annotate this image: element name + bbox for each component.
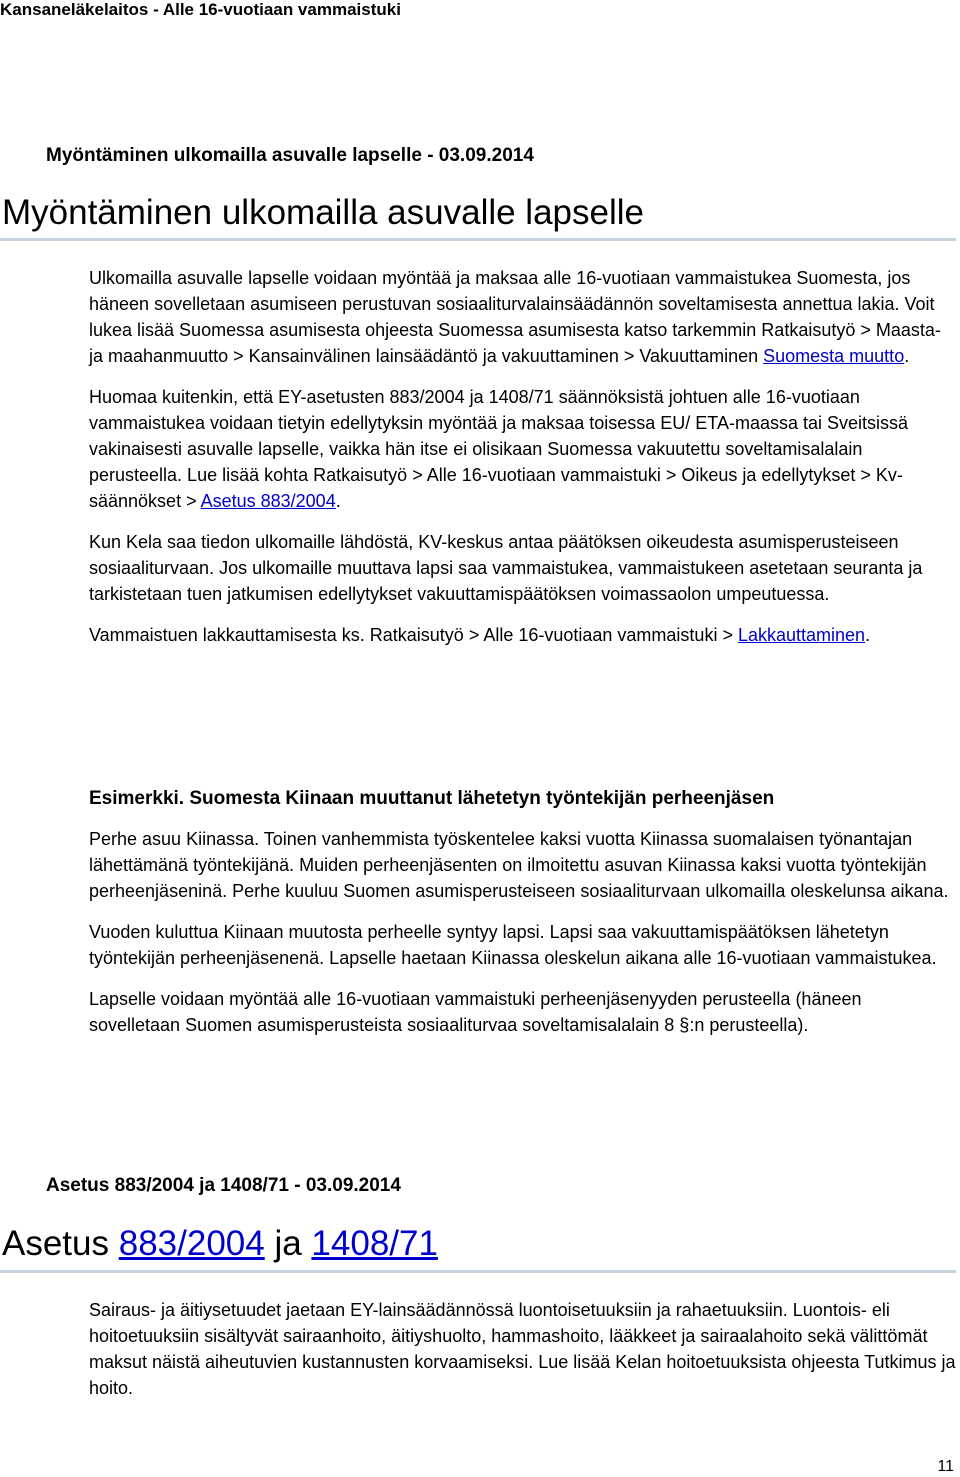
lakkauttaminen-link[interactable]: Lakkauttaminen: [737, 625, 866, 645]
paragraph-text: Vammaistuen lakkauttamisesta ks. Ratkaisutyö > Alle 16-vuotiaan vammaistuki >: [89, 625, 738, 645]
section-body: [89, 1297, 957, 1416]
paragraph: Vuoden kuluttua Kiinaan muutosta perheelle syntyy lapsi. Lapsi saa vakuuttamispäätöksen lähetetyn työntekijän perheenjäsenenä. Lapselle haetaan Kiinassa oleskelun aikana alle 16-vuotiaan vammaistukea.: [89, 922, 937, 968]
heading-rule: [0, 238, 956, 241]
paragraph-text: .: [865, 625, 871, 645]
paragraph: [89, 265, 957, 369]
paragraph: Perhe asuu Kiinassa. Toinen vanhemmista työskentelee kaksi vuotta Kiinassa suomalaisen työnantajan lähettämänä työntekijänä. Muiden perheenjäsenten on ilmoitettu asuvan Kiinassa kaksi vuotta työntekijän perheenjäseninä. Perhe kuuluu Suomen asumisperusteiseen sosiaaliturvaan ulkomailla oleskelunsa aikana.: [89, 829, 949, 901]
paragraph-text: Ulkomailla asuvalle lapselle voidaan myöntää ja maksaa alle 16-vuotiaan vammaistukea Suomesta, jos häneen sovelletaan asumiseen perustuvan sosiaaliturvalainsäädännön soveltamisesta annettua lakia. Voit lukea lisää Suomessa asumisesta ohjeesta Suomessa asumisesta katso tarkemmin Ratkaisutyö > Maasta- ja maahanmuutto > Kansainvälinen lainsäädäntö ja vakuuttaminen > Vakuuttaminen: [89, 268, 941, 366]
asetus-1408-link[interactable]: 1408/71: [311, 1224, 438, 1263]
paragraph-text: Huomaa kuitenkin, että EY-asetusten 883/2004 ja 1408/71 säännöksistä johtuen alle 16-vuotiaan vammaistukea voidaan tietyin edellytyksin myöntää ja maksaa toisessa EU/ ETA-maassa tai Sveitsissä vakinaisesti asuvalle lapselle, vaikka hän itse ei olisikaan Suomessa vakuutettu soveltamisalalain perusteella. Lue lisää kohta Ratkaisutyö > Alle 16-vuotiaan vammaistuki > Oikeus ja edellytykset > Kv-säännökset >: [89, 387, 909, 511]
section-heading: [2, 1224, 438, 1264]
paragraph-text: .: [335, 491, 341, 511]
example-title: Esimerkki. Suomesta Kiinaan muuttanut lähetetyn työntekijän perheenjäsen: [89, 788, 775, 809]
section-subheading: Myöntäminen ulkomailla asuvalle lapselle - 03.09.2014: [46, 145, 534, 166]
paragraph: Kun Kela saa tiedon ulkomaille lähdöstä, KV-keskus antaa päätöksen oikeudesta asumisperusteiseen sosiaaliturvaan. Jos ulkomaille muuttava lapsi saa vammaistukea, vammaistukeen asetetaan seuranta ja tarkistetaan tuen jatkumisen edellytykset vakuuttamispäätöksen voimassaolon umpeutuessa.: [89, 532, 923, 604]
paragraph: [89, 622, 957, 648]
heading-rule: [0, 1270, 956, 1273]
paragraph-text: .: [904, 346, 910, 366]
page-number: 11: [937, 1458, 954, 1475]
paragraph: [89, 384, 957, 514]
paragraph: Lapselle voidaan myöntää alle 16-vuotiaan vammaistuki perheenjäsenyyden perusteella (häneen sovelletaan Suomen asumisperusteista sosiaaliturvaa soveltamisalalain 8 §:n perusteella).: [89, 989, 862, 1035]
heading-text: ja: [264, 1224, 312, 1263]
heading-text: Asetus: [2, 1224, 119, 1263]
paragraph: Sairaus- ja äitiysetuudet jaetaan EY-lainsäädännössä luontoisetuuksiin ja rahaetuuksiin. Luontois- eli hoitoetuuksiin sisältyvät sairaanhoito, äitiyshuolto, hammashoito, lääkkeet ja sairaalahoito sekä välittömät maksut näistä aiheutuvien kustannusten korvaamiseksi. Lue lisää Kelan hoitoetuuksista ohjeesta Tutkimus ja hoito.: [89, 1300, 956, 1398]
example-body: [89, 826, 957, 1053]
asetus-link[interactable]: Asetus 883/2004: [200, 491, 336, 511]
running-header: Kansaneläkelaitos - Alle 16-vuotiaan vammaistuki: [0, 0, 401, 19]
section-heading: Myöntäminen ulkomailla asuvalle lapselle: [2, 193, 644, 232]
asetus-883-link[interactable]: 883/2004: [118, 1224, 265, 1263]
section-subheading: Asetus 883/2004 ja 1408/71 - 03.09.2014: [46, 1175, 401, 1196]
suomesta-muutto-link[interactable]: Suomesta muutto: [763, 346, 905, 366]
section-body: [89, 265, 957, 663]
